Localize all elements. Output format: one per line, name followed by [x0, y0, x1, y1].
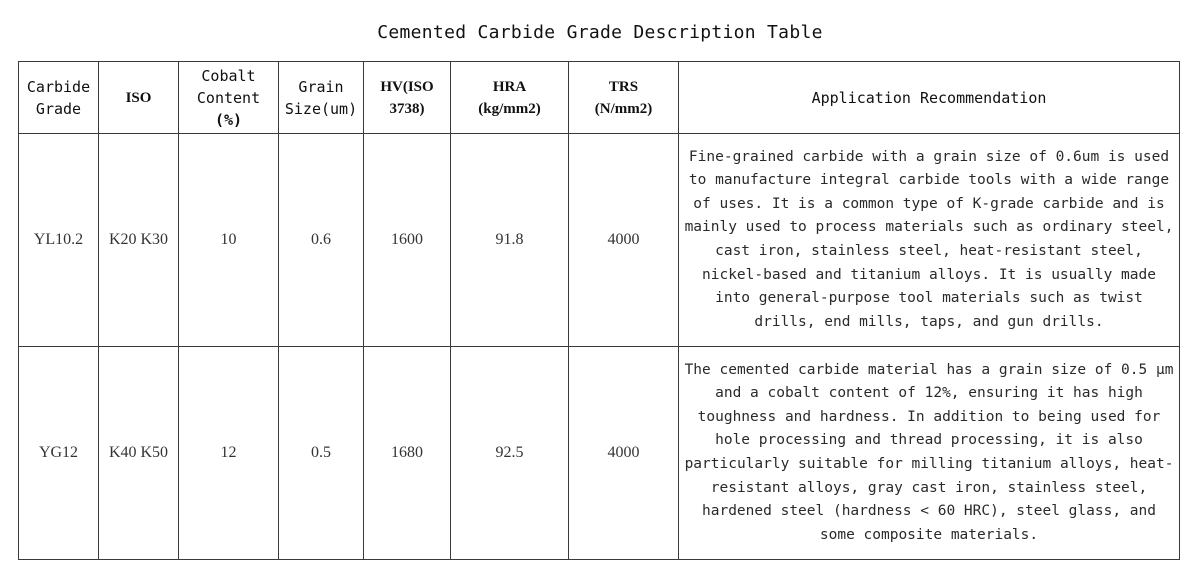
cell-hra: 92.5	[451, 347, 569, 560]
cell-trs: 4000	[569, 347, 679, 560]
table-row	[19, 134, 1180, 347]
cell-iso: K40 K50	[99, 347, 179, 560]
table-row	[19, 347, 1180, 560]
cell-grain-size: 0.6	[279, 134, 364, 347]
header-row	[19, 62, 1180, 134]
header-carbide-grade: Carbide Grade	[19, 62, 99, 134]
cell-grade: YL10.2	[19, 134, 99, 347]
cell-hra: 91.8	[451, 134, 569, 347]
cell-hv: 1600	[364, 134, 451, 347]
cell-trs: 4000	[569, 134, 679, 347]
cell-grade: YG12	[19, 347, 99, 560]
header-hra: HRA (kg/mm2)	[451, 62, 569, 134]
cell-cobalt: 10	[179, 134, 279, 347]
cell-grain-size: 0.5	[279, 347, 364, 560]
cell-hv: 1680	[364, 347, 451, 560]
table-title: Cemented Carbide Grade Description Table	[377, 22, 823, 43]
header-iso: ISO	[99, 62, 179, 134]
cell-application: Fine-grained carbide with a grain size of 0.6um is used to manufacture integral carbide tools with a wide range of uses. It is a common type of K-grade carbide and is mainly used to process materials such as ordinary steel, cast iron, stainless steel, heat-resistant steel, nickel-based and titanium alloys. It is usually made into general-purpose tool materials such as twist drills, end mills, taps, and gun drills.	[679, 134, 1180, 347]
cell-application: The cemented carbide material has a grain size of 0.5 μm and a cobalt content of 12%, ensuring it has high toughness and hardness. In addition to being used for hole processing and thread processing, it is also particularly suitable for milling titanium alloys, heat-resistant alloys, gray cast iron, stainless steel, hardened steel (hardness < 60 HRC), steel glass, and some composite materials.	[679, 347, 1180, 560]
header-trs: TRS (N/mm2)	[569, 62, 679, 134]
header-grain-size: Grain Size(um)	[279, 62, 364, 134]
header-application-recommendation: Application Recommendation	[679, 62, 1180, 134]
header-hv: HV(ISO 3738)	[364, 62, 451, 134]
carbide-grade-table	[18, 61, 1180, 560]
header-cobalt-content: Cobalt Content (%)	[179, 62, 279, 134]
cell-iso: K20 K30	[99, 134, 179, 347]
cell-cobalt: 12	[179, 347, 279, 560]
